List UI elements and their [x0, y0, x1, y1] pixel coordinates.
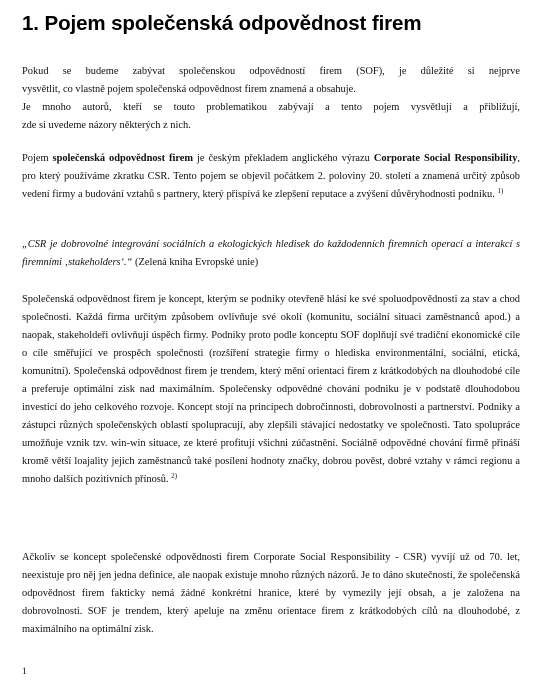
concept-paragraph: [22, 291, 520, 489]
definition-paragraph: [22, 150, 520, 204]
page-title: 1. Pojem společenská odpovědnost firem: [22, 12, 422, 35]
definition-mid: je českým překladem anglického výrazu: [193, 153, 374, 164]
definition-lead: Pojem: [22, 153, 53, 164]
term-sof: společenská odpovědnost firem: [52, 153, 194, 164]
concept-text: Společenská odpovědnost firem je koncept, kterým se podniky otevřeně hlásí ke své spoluodpovědnosti za stav a chod společnosti. Každá firma určitým způsobem ovlivňuje své okolí (komunitu, sociální situaci zaměstnanců apod.) a naopak, stakeholdeři ovlivňují úspěch firmy. Podniky proto podle konceptu SOF doplňují své tradiční ekonomické cíle o cíle směřující ve prospěch společnosti (rozšíření strategie firmy o hlediska environmentální, sociální, etická, komunitní). Společenská odpovědnost firem je trendem, který mění orientaci firem z krátkodobých na dlouhodobé cíle a preferuje optimální zisk nad maximálním. Společensky odpovědné chování podniku je v podstatě dlouhodobou investicí do jeho celkového rozvoje. Koncept stojí na principech dobročinnosti, dobrovolnosti a partnerství. Podniky a zástupci různých společenských oblastí spolupracují, aby zlepšili stávající nedostatky ve společnosti. Tato spolupráce umožňuje vznik tzv. win-win situace, ze které profitují všichni zúčastnění. Sociálně odpovědné chování firmě přináší kromě větší loajality jejich zaměstnanců také posílení hodnoty značky, dobrou pověst, dobré vztahy v rámci regionu a mnoho dalších pozitivních přínosů.: [22, 294, 520, 485]
closing-paragraph: [22, 549, 520, 639]
intro-paragraph: [22, 63, 520, 135]
quote-text: „CSR je dobrovolné integrování sociálních a ekologických hledisek do každodenních firemních operací a interakcí s firemními ‚stakeholders‘.“: [22, 239, 520, 268]
intro-line: Pokud se budeme zabývat společenskou odpovědností firem (SOF), je důležité si nejprve: [22, 66, 520, 77]
intro-line: Je mnoho autorů, kteří se touto problematikou zabývají a tento pojem vysvětlují a přibližují,: [22, 102, 520, 113]
page-number: 1: [22, 667, 27, 677]
quote-paragraph: [22, 236, 520, 272]
intro-line: vysvětlit, co vlastně pojem společenská odpovědnost firem znamená a obsahuje.: [22, 84, 356, 95]
term-csr: Corporate Social Responsibility: [373, 153, 518, 164]
footnote-ref-2: 2): [171, 472, 178, 480]
quote-source: (Zelená kniha Evropské unie): [132, 257, 259, 268]
closing-text: Ačkoliv se koncept společenské odpovědnosti firem Corporate Social Responsibility - CSR) vyvíjí už od 70. let, neexistuje pro něj jen jedna definice, ale naopak existuje mnoho různých názorů. Je to dáno skutečností, že společenská odpovědnost firem fakticky nemá žádné konkrétní hranice, které by vymezily její obsah, a je založena na dobrovolnosti. SOF je trendem, který apeluje na změnu orientace firem z krátkodobých cílů na dlouhodobé, z maximálního na optimální zisk.: [22, 552, 520, 635]
definition-rest: , pro který používáme zkratku CSR. Tento pojem se objevil počátkem 2. poloviny 20. století a znamená určitý způsob vedení firmy a budování vztahů s partnery, který přispívá ke zlepšení reputace a zvýšení důvěryhodnosti podniku.: [22, 153, 521, 200]
intro-line: zde si uvedeme názory některých z nich.: [22, 120, 191, 131]
footnote-ref-1: 1): [497, 187, 504, 195]
